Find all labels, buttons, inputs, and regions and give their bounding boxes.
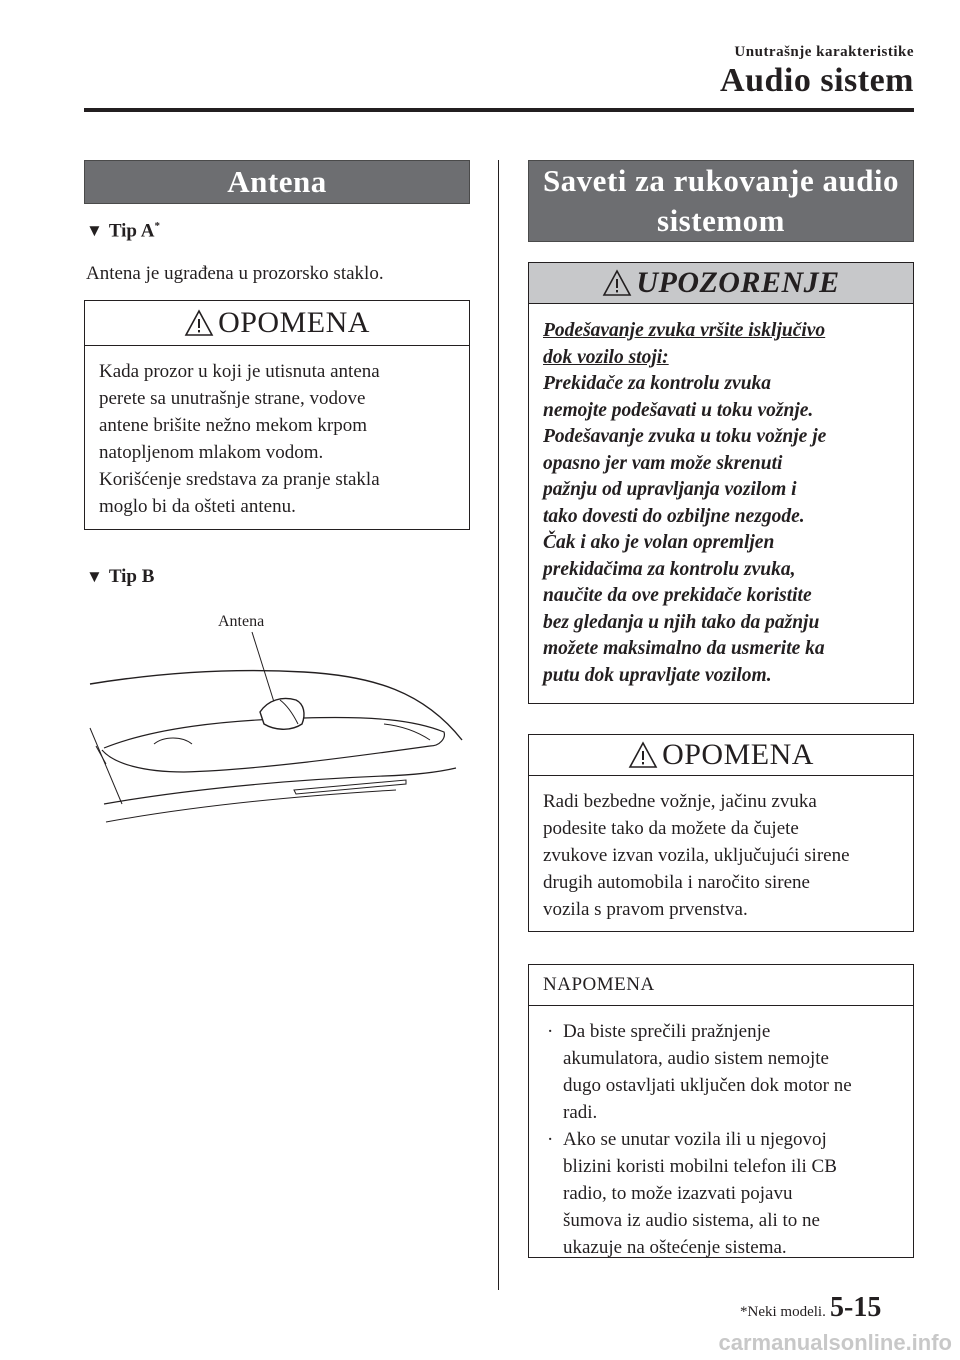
caution-line: Radi bezbedne vožnje, jačinu zvuka bbox=[543, 791, 817, 812]
subheading-tip-a bbox=[86, 220, 160, 242]
caution-line: natopljenom mlakom vodom. bbox=[99, 442, 324, 463]
caution-line: perete sa unutrašnje strane, vodove bbox=[99, 388, 366, 409]
warning-line: nemojte podešavati u toku vožnje. bbox=[543, 399, 814, 421]
warning-triangle-icon bbox=[184, 308, 214, 338]
chapter-subtitle: Unutrašnje karakteristike bbox=[734, 44, 914, 60]
warning-line: putu dok upravljate vozilom. bbox=[543, 664, 772, 686]
warning-line: Čak i ako je volan opremljen bbox=[543, 532, 775, 553]
caution-title: OPOMENA bbox=[662, 738, 814, 771]
warning-line: možete maksimalno da usmerite ka bbox=[543, 638, 825, 659]
diagram-label-antena: Antena bbox=[218, 613, 265, 630]
warning-box bbox=[528, 262, 914, 704]
warning-header bbox=[529, 263, 913, 304]
note-body bbox=[529, 1006, 913, 1273]
section-banner-antena: Antena bbox=[84, 160, 470, 204]
caution-box-antenna bbox=[84, 300, 470, 530]
note-line: · Da biste sprečili pražnjenje bbox=[563, 1021, 771, 1042]
note-line: blizini koristi mobilni telefon ili CB bbox=[563, 1156, 837, 1177]
note-line: radi. bbox=[563, 1102, 598, 1123]
warning-lead-line: Podešavanje zvuka vršite isključivo bbox=[543, 320, 826, 341]
note-line: akumulatora, audio sistem nemojte bbox=[563, 1048, 829, 1069]
warning-line: naučite da ove prekidače koristite bbox=[543, 585, 812, 606]
tip-a-label: Tip A bbox=[108, 220, 155, 242]
caution-body bbox=[85, 346, 469, 532]
watermark: carmanualsonline.info bbox=[718, 1330, 952, 1355]
note-line: radio, to može izazvati pojavu bbox=[563, 1183, 793, 1204]
tip-a-text: Antena je ugrađena u prozorsko staklo. bbox=[86, 263, 384, 284]
warning-line: bez gledanja u njih tako da pažnju bbox=[543, 611, 820, 633]
note-item bbox=[543, 1018, 899, 1126]
warning-triangle-icon bbox=[602, 268, 632, 298]
warning-line: prekidačima za kontrolu zvuka, bbox=[543, 558, 796, 580]
triangle-down-icon: ▼ bbox=[86, 221, 103, 241]
warning-line: Podešavanje zvuka u toku vožnje je bbox=[543, 426, 827, 447]
tip-b-label: Tip B bbox=[108, 566, 155, 587]
note-line: · Ako se unutar vozila ili u njegovoj bbox=[563, 1129, 827, 1150]
triangle-down-icon: ▼ bbox=[86, 567, 103, 586]
caution-line: vozila s pravom prvenstva. bbox=[543, 899, 748, 920]
caution-box-audio bbox=[528, 734, 914, 932]
warning-title: UPOZORENJE bbox=[636, 266, 840, 299]
warning-line: opasno jer vam može skrenuti bbox=[543, 452, 783, 474]
caution-line: moglo bi da ošteti antenu. bbox=[99, 496, 296, 517]
column-divider bbox=[498, 160, 499, 1290]
section-banner-audio-tips bbox=[528, 160, 914, 242]
header-rule bbox=[84, 108, 914, 112]
subheading-tip-b bbox=[86, 566, 154, 588]
warning-body bbox=[529, 304, 913, 699]
caution-line: Korišćenje sredstava za pranje stakla bbox=[99, 469, 380, 490]
note-title: NAPOMENA bbox=[543, 974, 655, 995]
note-line: šumova iz audio sistema, ali to ne bbox=[563, 1210, 820, 1231]
warning-line: Prekidače za kontrolu zvuka bbox=[543, 373, 772, 394]
warning-triangle-icon bbox=[628, 740, 658, 770]
footnote-marker: * bbox=[154, 220, 160, 232]
footnote-models: *Neki modeli. bbox=[740, 1304, 826, 1320]
banner-line: sistemom bbox=[657, 203, 785, 238]
caution-line: podesite tako da možete da čujete bbox=[543, 818, 799, 839]
caution-header bbox=[85, 301, 469, 346]
note-list bbox=[543, 1018, 899, 1261]
caution-title: OPOMENA bbox=[218, 306, 370, 339]
antenna-diagram bbox=[84, 600, 474, 840]
chapter-title: Audio sistem bbox=[720, 62, 914, 99]
warning-line: tako dovesti do ozbiljne nezgode. bbox=[543, 505, 805, 527]
caution-line: antene brišite nežno mekom krpom bbox=[99, 415, 368, 436]
note-header bbox=[529, 965, 913, 1006]
warning-line: pažnju od upravljanja vozilom i bbox=[543, 479, 797, 500]
caution-body bbox=[529, 776, 913, 935]
note-item bbox=[543, 1126, 899, 1261]
note-line: dugo ostavljati uključen dok motor ne bbox=[563, 1075, 852, 1096]
caution-line: zvukove izvan vozila, uključujući sirene bbox=[543, 845, 850, 866]
note-line: ukazuje na oštećenje sistema. bbox=[563, 1237, 787, 1258]
note-box bbox=[528, 964, 914, 1258]
caution-line: drugih automobila i naročito sirene bbox=[543, 872, 810, 893]
page-number: 5-15 bbox=[830, 1292, 882, 1323]
warning-lead-line: dok vozilo stoji: bbox=[543, 346, 669, 368]
caution-header bbox=[529, 735, 913, 776]
banner-line: Saveti za rukovanje audio bbox=[542, 163, 900, 198]
caution-line: Kada prozor u koji je utisnuta antena bbox=[99, 361, 380, 382]
